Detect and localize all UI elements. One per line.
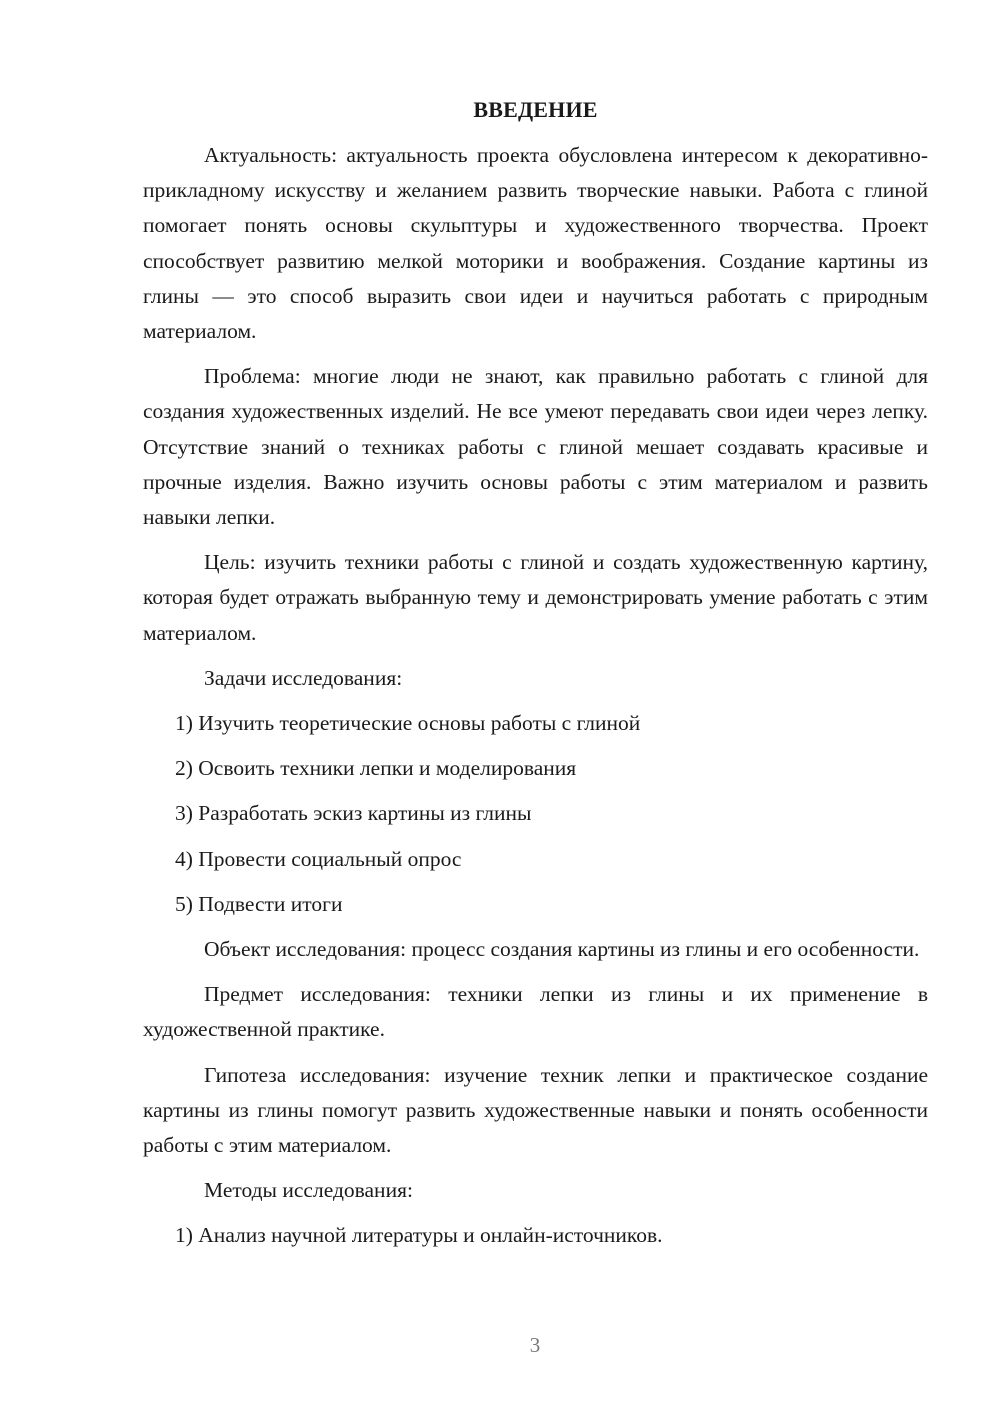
relevance-paragraph: Актуальность: актуальность проекта обусловлена интересом к декоративно-прикладному искусству и желанием развить творческие навыки. Работа с глиной помогает понять основы скульптуры и художественного творчества. Проект способствует развитию мелкой моторики и воображения. Создание картины из глины — это способ выразить свои идеи и научиться работать с природным материалом. <box>143 143 928 344</box>
goal-paragraph: Цель: изучить техники работы с глиной и создать художественную картину, которая будет отражать выбранную тему и демонстрировать умение работать с этим материалом. <box>143 550 928 645</box>
list-item: 2) Освоить техники лепки и моделирования <box>175 756 577 781</box>
methods-list <box>143 1218 928 1253</box>
tasks-label: Задачи исследования: <box>204 665 403 690</box>
hypothesis-paragraph: Гипотеза исследования: изучение техник лепки и практическое создание картины из глины помогут развить художественные навыки и понять особенности работы с этим материалом. <box>143 1062 928 1158</box>
list-item: 1) Анализ научной литературы и онлайн-источников. <box>175 1223 663 1248</box>
page-number: 3 <box>529 1333 541 1357</box>
list-item: 5) Подвести итоги <box>175 891 343 916</box>
problem-paragraph: Проблема: многие люди не знают, как правильно работать с глиной для создания художественных изделий. Не все умеют передавать свои идеи через лепку. Отсутствие знаний о техниках работы с глиной мешает создавать красивые и прочные изделия. Важно изучить основы работы с этим материалом и развить навыки лепки. <box>143 364 928 530</box>
list-item: 3) Разработать эскиз картины из глины <box>175 801 532 826</box>
methods-label: Методы исследования: <box>204 1178 413 1203</box>
list-item: 1) Изучить теоретические основы работы с глиной <box>175 711 641 736</box>
object-paragraph: Объект исследования: процесс создания картины из глины и его особенности. <box>204 937 920 962</box>
tasks-list <box>143 706 928 922</box>
page-content <box>143 92 928 1264</box>
section-heading: ВВЕДЕНИЕ <box>473 97 598 122</box>
subject-paragraph: Предмет исследования: техники лепки из глины и их применение в художественной практике. <box>143 982 928 1042</box>
list-item: 4) Провести социальный опрос <box>175 846 462 871</box>
